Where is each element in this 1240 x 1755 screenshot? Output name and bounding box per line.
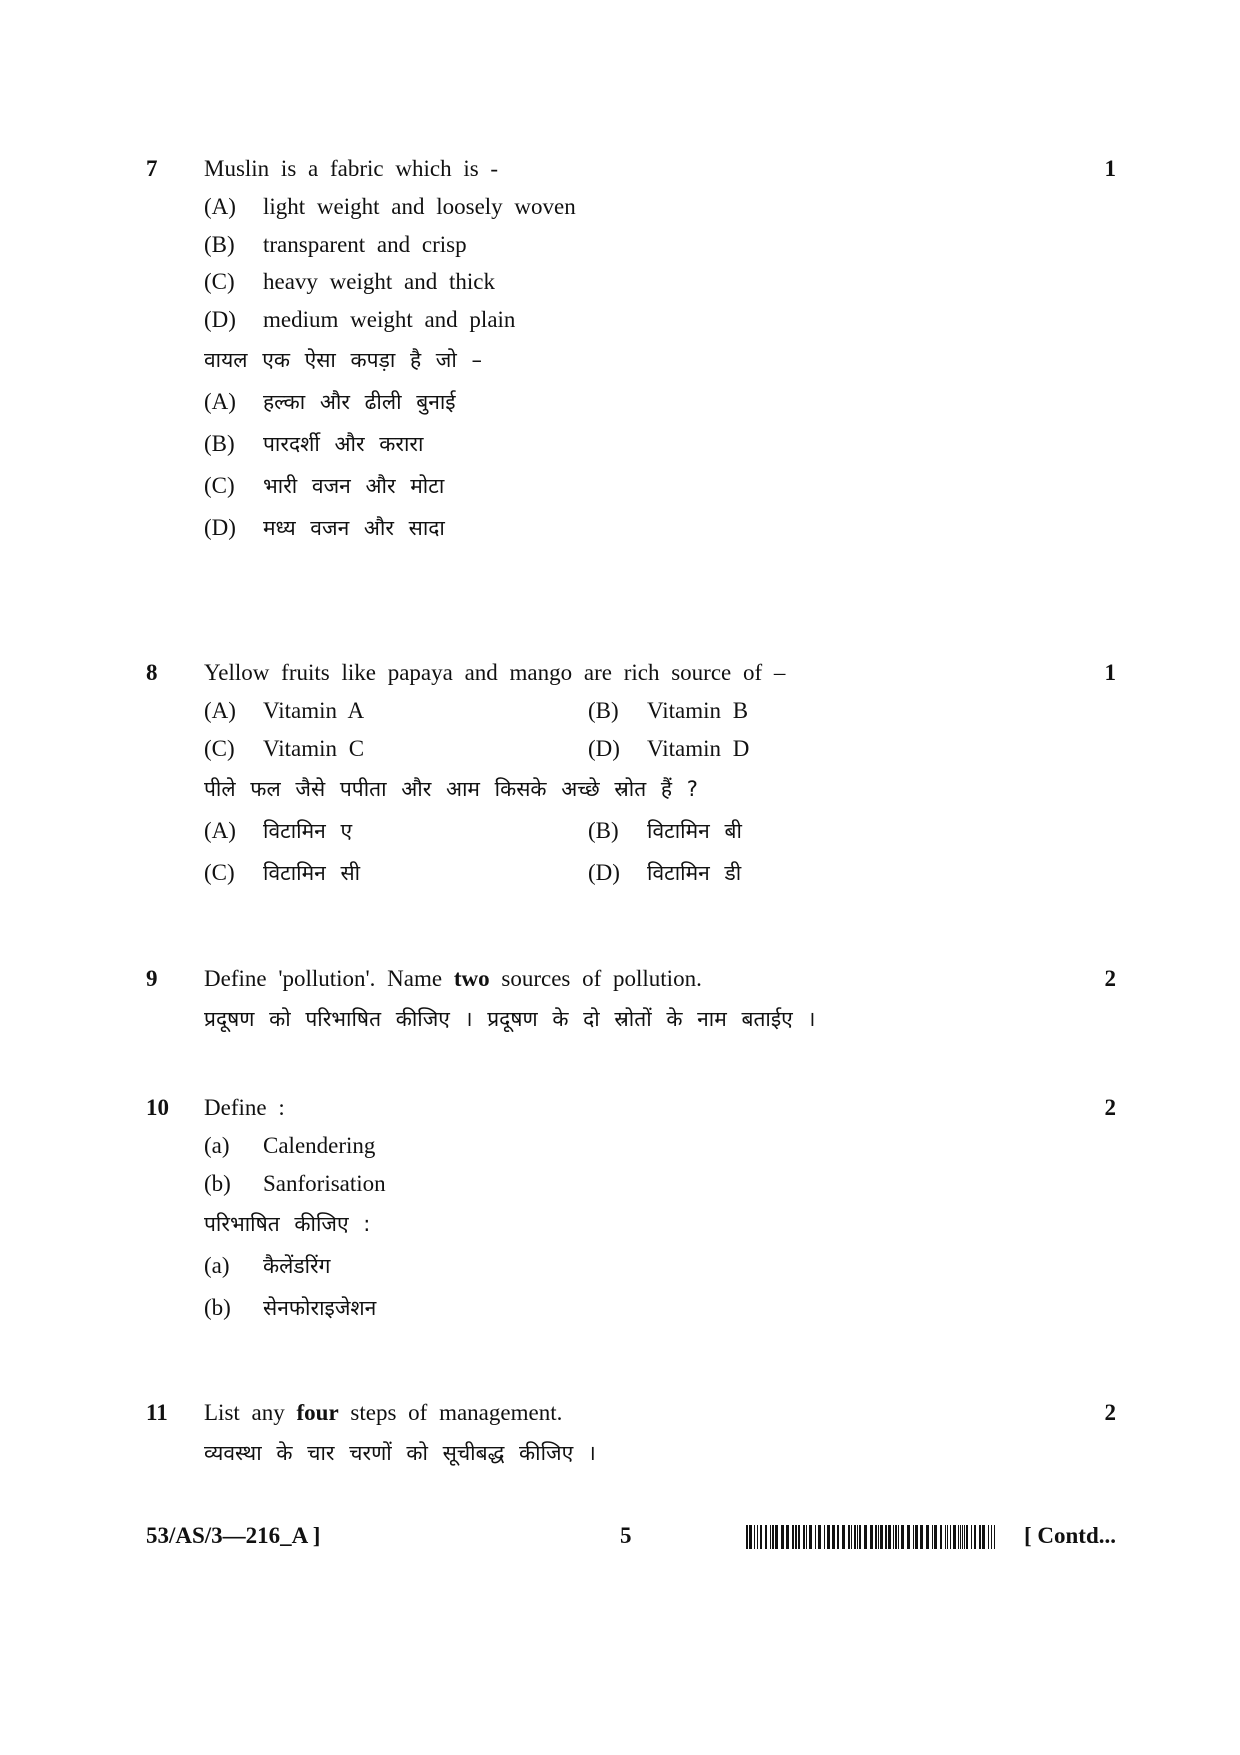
- option-text: विटामिन ए: [263, 819, 353, 843]
- option-label: (B): [204, 232, 235, 257]
- option-hi: [588, 859, 741, 887]
- question-marks: 2: [1104, 1095, 1116, 1120]
- question-number: 7: [146, 156, 158, 181]
- option-text: पारदर्शी और करारा: [263, 432, 424, 456]
- item-text: कैलेंडरिंग: [263, 1254, 331, 1278]
- question-stem-en: Yellow fruits like papaya and mango are rich source of –: [204, 660, 786, 685]
- item-hi: [204, 1252, 330, 1280]
- item-label: (a): [204, 1133, 230, 1158]
- option-hi: [204, 472, 444, 500]
- option-label: (B): [204, 431, 235, 456]
- question-number: 10: [146, 1095, 169, 1120]
- item-hi: [204, 1294, 376, 1322]
- option-en: [588, 736, 749, 762]
- item-text: Sanforisation: [263, 1171, 386, 1196]
- option-text: विटामिन डी: [647, 861, 742, 885]
- item-en: [204, 1171, 386, 1197]
- question-stem-hi: वायल एक ऐसा कपड़ा है जो –: [204, 348, 482, 372]
- question-stem-en: Muslin is a fabric which is -: [204, 156, 499, 181]
- option-text: Vitamin C: [263, 736, 365, 761]
- stem-emphasis: four: [296, 1400, 339, 1425]
- option-label: (A): [204, 194, 236, 219]
- option-hi: [588, 817, 742, 845]
- question-stem-hi: प्रदूषण को परिभाषित कीजिए । प्रदूषण के दो स्रोतों के नाम बताईए ।: [204, 1007, 816, 1031]
- question-stem-hi: परिभाषित कीजिए :: [204, 1212, 371, 1236]
- question-number: 11: [146, 1400, 168, 1425]
- stem-text: steps of management.: [350, 1400, 563, 1425]
- question-marks: 2: [1104, 966, 1116, 991]
- stem-text: Define 'pollution'. Name: [204, 966, 443, 991]
- paper-code: 53/AS/3—216_A ]: [146, 1523, 321, 1548]
- question-stem-hi: पीले फल जैसे पपीता और आम किसके अच्छे स्रोत हैं ?: [204, 777, 698, 801]
- option-label: (C): [204, 860, 235, 885]
- option-hi: [204, 388, 456, 416]
- stem-emphasis: two: [453, 966, 490, 991]
- question-marks: 2: [1104, 1400, 1116, 1425]
- question-stem-en: Define :: [204, 1095, 285, 1120]
- option-label: (A): [204, 818, 236, 843]
- option-text: विटामिन सी: [263, 861, 361, 885]
- option-label: (A): [204, 389, 236, 414]
- option-label: (B): [588, 698, 619, 723]
- item-label: (b): [204, 1171, 231, 1196]
- question-marks: 1: [1104, 156, 1116, 181]
- item-label: (a): [204, 1253, 230, 1278]
- item-text: Calendering: [263, 1133, 376, 1158]
- option-text: Vitamin A: [263, 698, 365, 723]
- item-text: सेनफोराइजेशन: [263, 1296, 377, 1320]
- option-hi: [204, 859, 360, 887]
- option-text: हल्का और ढीली बुनाई: [263, 390, 456, 414]
- item-label: (b): [204, 1295, 231, 1320]
- option-label: (D): [588, 736, 620, 761]
- option-label: (C): [204, 736, 235, 761]
- option-en: [204, 232, 467, 258]
- page-number: 5: [620, 1523, 632, 1548]
- question-number: 8: [146, 660, 158, 685]
- option-en: [204, 736, 364, 762]
- option-label: (C): [204, 269, 235, 294]
- item-en: [204, 1133, 375, 1159]
- option-en: [204, 269, 495, 295]
- question-stem-hi: व्यवस्था के चार चरणों को सूचीबद्ध कीजिए ।: [204, 1441, 596, 1465]
- option-text: विटामिन बी: [647, 819, 742, 843]
- option-label: (D): [204, 515, 236, 540]
- option-label: (C): [204, 473, 235, 498]
- barcode-icon: [746, 1525, 998, 1549]
- question-marks: 1: [1104, 660, 1116, 685]
- option-text: Vitamin B: [647, 698, 749, 723]
- question-number: 9: [146, 966, 158, 991]
- option-label: (D): [588, 860, 620, 885]
- option-en: [204, 307, 515, 333]
- option-label: (D): [204, 307, 236, 332]
- option-text: medium weight and plain: [263, 307, 516, 332]
- option-en: [204, 698, 364, 724]
- continued-label: [ Contd...: [1023, 1523, 1116, 1548]
- option-text: Vitamin D: [647, 736, 750, 761]
- option-en: [204, 194, 576, 220]
- option-en: [588, 698, 748, 724]
- option-hi: [204, 430, 423, 458]
- option-hi: [204, 817, 352, 845]
- stem-text: List any: [204, 1400, 285, 1425]
- option-hi: [204, 514, 445, 542]
- option-label: (A): [204, 698, 236, 723]
- option-text: transparent and crisp: [263, 232, 467, 257]
- stem-text: sources of pollution.: [501, 966, 702, 991]
- option-text: light weight and loosely woven: [263, 194, 576, 219]
- option-text: भारी वजन और मोटा: [263, 474, 445, 498]
- option-text: मध्य वजन और सादा: [263, 516, 445, 540]
- page-footer: [146, 1523, 1116, 1553]
- question-stem-en: [204, 966, 702, 992]
- option-text: heavy weight and thick: [263, 269, 495, 294]
- option-label: (B): [588, 818, 619, 843]
- question-stem-en: [204, 1400, 562, 1426]
